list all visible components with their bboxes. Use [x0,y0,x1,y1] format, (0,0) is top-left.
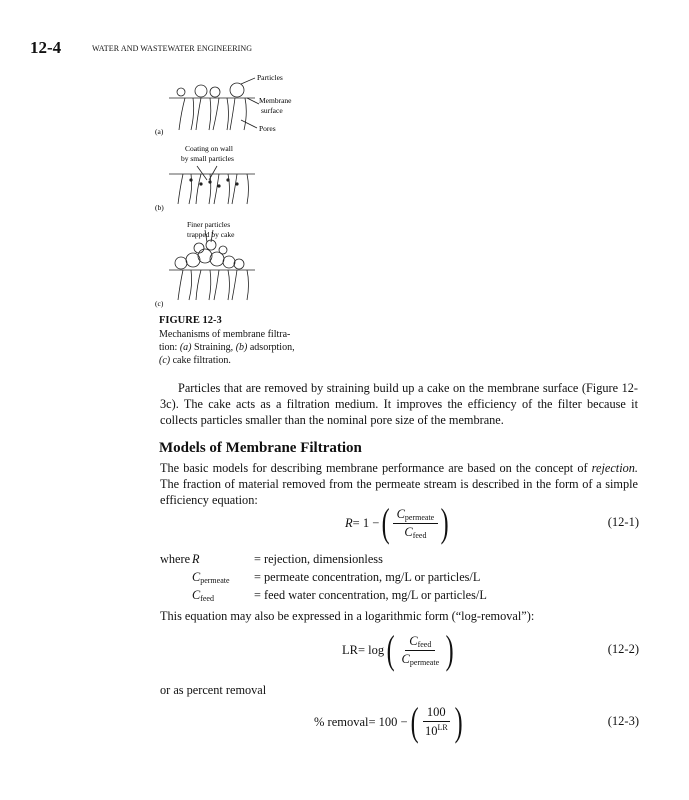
variable-definitions: where R = rejection, dimensionless $C_{permeate}$ = permeate concentration, mg/L or particles/L $C_{feed}$ = feed water concentration, mg/L or particles/L [160,552,487,603]
figure-caption-text: Mechanisms of membrane filtra- tion: (a) Straining, (b) adsorption, (c) cake filtration. [159,329,295,366]
label-coating-2: by small particles [181,154,234,163]
equation-number-12-1: (12-1) [607,515,639,529]
figure-caption-title: FIGURE 12-3 [159,315,222,326]
membrane-filtration-figure [155,70,305,310]
equation-12-2: LR = log ( $\frac{C_{feed}}{C_{permeate}}$ ) [342,627,454,672]
section-heading: Models of Membrane Filtration [159,440,362,456]
panel-c-cake [169,230,255,300]
panel-a-straining [169,78,259,130]
paragraph-percent-removal: or as percent removal [160,683,267,697]
paragraph-rejection: The basic models for describing membrane performance are based on the concept of rejection. The fraction of material removed from the permeate stream is described in the form of a simple efficiency equation: [160,461,638,507]
label-finer-1: Finer particles [187,220,231,229]
label-membrane: Membrane [259,96,292,105]
equation-12-1: R = 1 − ( $\frac{C_{permeate}}{C_{feed}}$ ) [345,500,449,545]
label-surface: surface [261,106,283,115]
label-c: (c) [155,299,164,308]
equation-number-12-3: (12-3) [607,714,639,728]
page-number: 12-4 [30,38,62,57]
equation-number-12-2: (12-2) [607,642,639,656]
paragraph-log-removal: This equation may also be expressed in a logarithmic form (“log-removal”): [160,609,535,623]
running-title: WATER AND WASTEWATER ENGINEERING [92,44,253,53]
panel-b-adsorption [169,166,255,204]
label-a: (a) [155,127,164,136]
paragraph-cake: Particles that are removed by straining build up a cake on the membrane surface (Figure 12-3c). The cake acts as a filtration medium. It improves the efficiency of the filter because it collects particles smaller than the nominal pore size of the membrane. [160,381,638,427]
label-b: (b) [155,203,164,212]
equation-12-3: % removal = 100 − ( $\frac{100}{10^{LR}}$ ) [314,699,463,744]
label-particles: Particles [257,73,283,82]
label-finer-2: trapped by cake [187,230,235,239]
label-pores: Pores [259,124,276,133]
label-coating-1: Coating on wall [185,144,233,153]
